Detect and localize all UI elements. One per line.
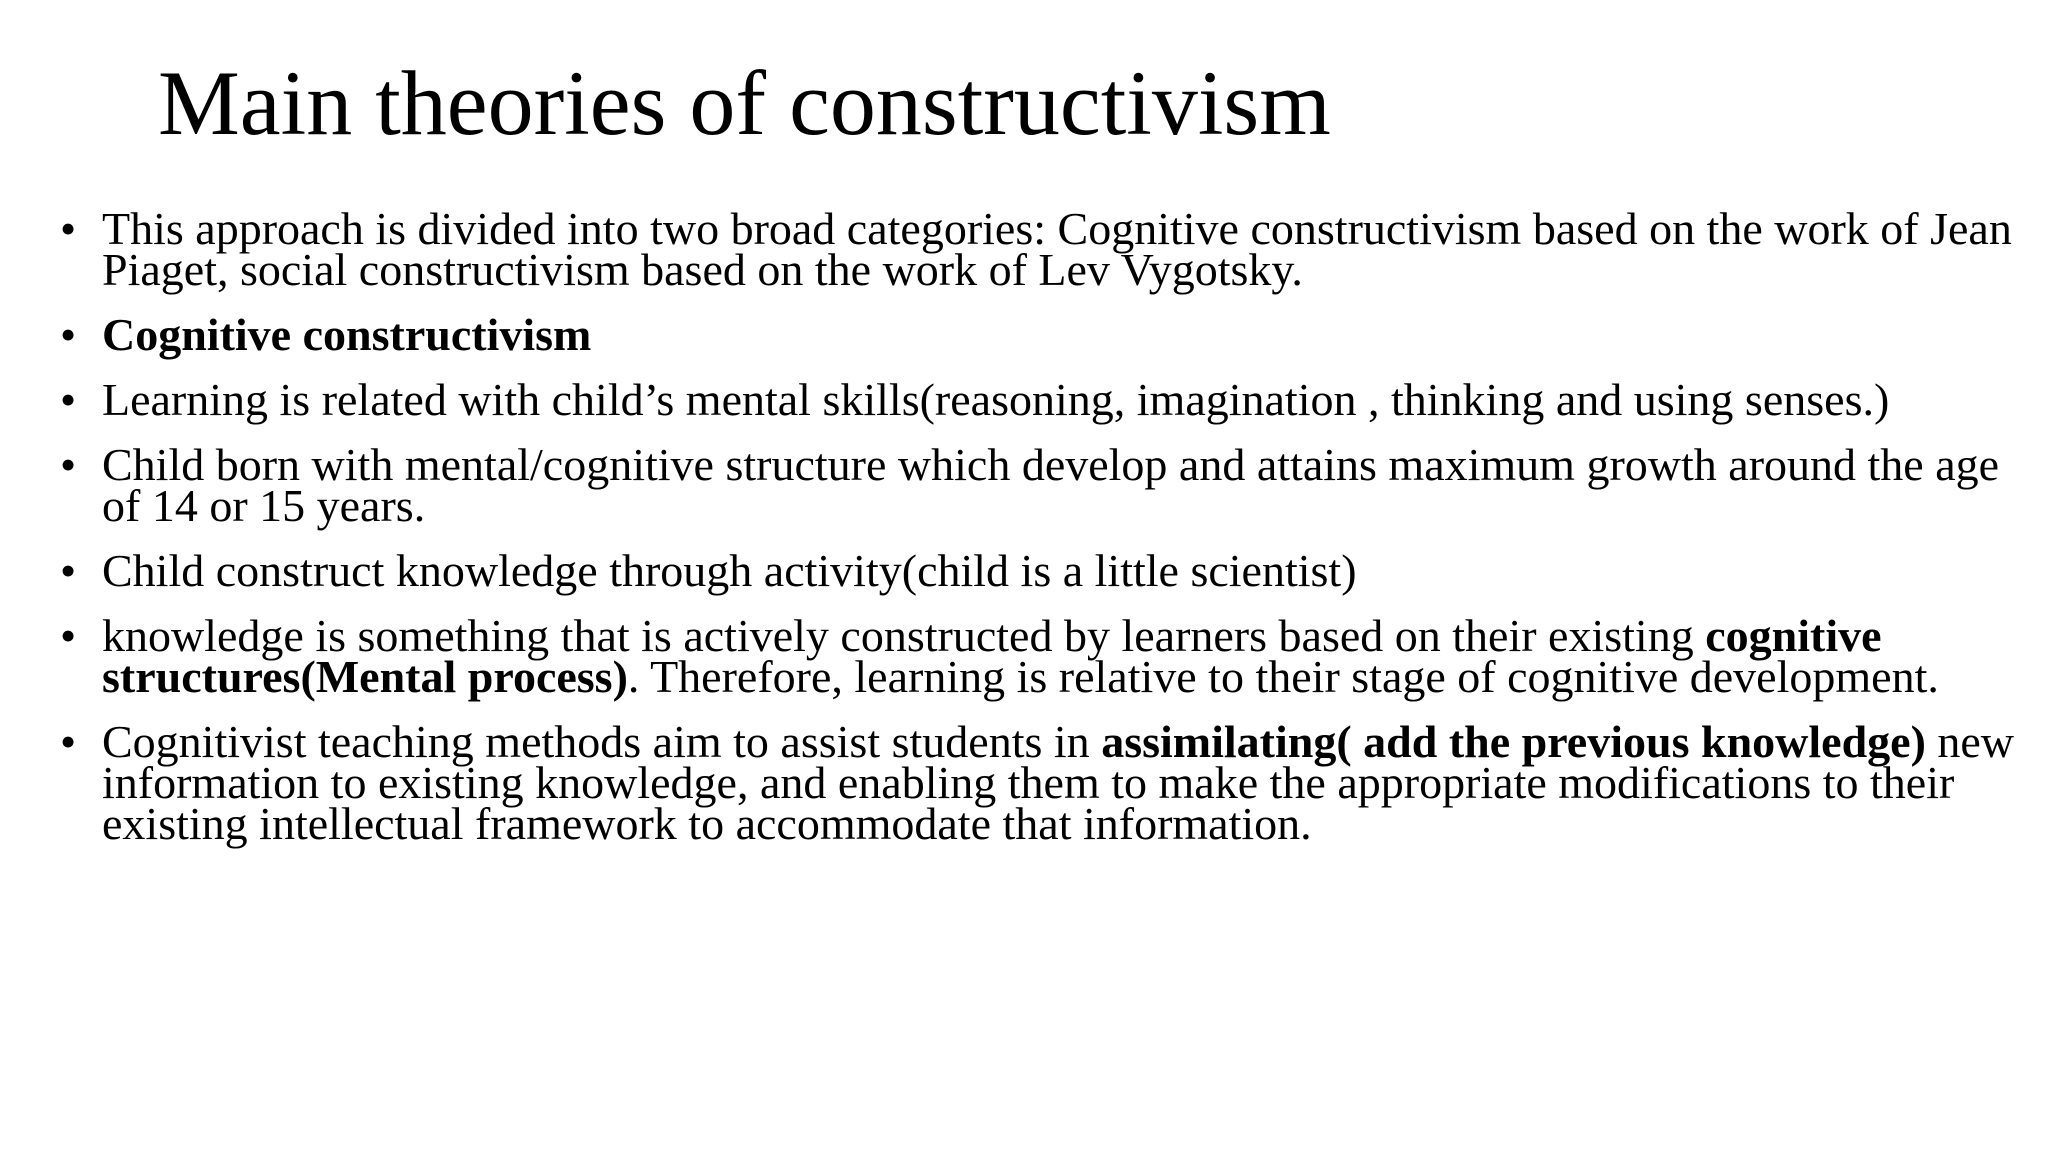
bullet-segment: Child construct knowledge through activity(child is a little scientist) xyxy=(102,545,1357,596)
slide-title: Main theories of constructivism xyxy=(158,52,1331,154)
bullet-marker: • xyxy=(60,716,77,767)
bullet-segment: knowledge is something that is actively constructed by learners based on their existing xyxy=(102,610,1706,661)
bullet-item xyxy=(60,716,2020,849)
bullet-text xyxy=(102,545,1357,596)
bullet-marker: • xyxy=(60,374,77,425)
bullet-item xyxy=(60,545,2020,596)
bullet-text xyxy=(102,309,591,360)
bullet-text xyxy=(102,374,1889,425)
bullet-segment: Cognitivist teaching methods aim to assist students in xyxy=(102,716,1102,767)
bullet-segment: . Therefore, learning is relative to their stage of cognitive development. xyxy=(627,651,1939,702)
bullet-segment-bold: cognitive structures(Mental process) xyxy=(102,610,1882,702)
bullet-segment: Child born with mental/cognitive structure which develop and attains maximum growth around the age of 14 or 15 years. xyxy=(102,439,2000,531)
bullet-text xyxy=(102,203,2012,295)
bullet-marker: • xyxy=(60,610,77,661)
bullet-segment-bold: Cognitive constructivism xyxy=(102,309,592,360)
bullet-segment: Learning is related with child’s mental skills(reasoning, imagination , thinking and using senses.) xyxy=(102,374,1890,425)
bullet-marker: • xyxy=(60,203,77,254)
bullet-marker: • xyxy=(60,309,77,360)
bullet-segment-bold: assimilating( add the previous knowledge) xyxy=(1101,716,1926,767)
bullet-marker: • xyxy=(60,545,77,596)
bullet-segment: This approach is divided into two broad categories: Cognitive constructivism based on the work of Jean Piaget, social constructivism based on the work of Lev Vygotsky. xyxy=(102,203,2012,295)
bullet-text xyxy=(102,610,1939,702)
bullet-text xyxy=(102,716,2014,849)
bullet-item xyxy=(60,374,2020,425)
bullet-item xyxy=(60,610,2020,702)
bullet-text xyxy=(102,439,1999,531)
bullet-item xyxy=(60,309,2020,360)
bullet-item xyxy=(60,439,2020,531)
bullet-segment: new information to existing knowledge, and enabling them to make the appropriate modifications to their existing intellectual framework to accommodate that information. xyxy=(102,716,2015,849)
bullet-item xyxy=(60,203,2020,295)
bullet-marker: • xyxy=(60,439,77,490)
bullet-list xyxy=(60,203,2020,868)
